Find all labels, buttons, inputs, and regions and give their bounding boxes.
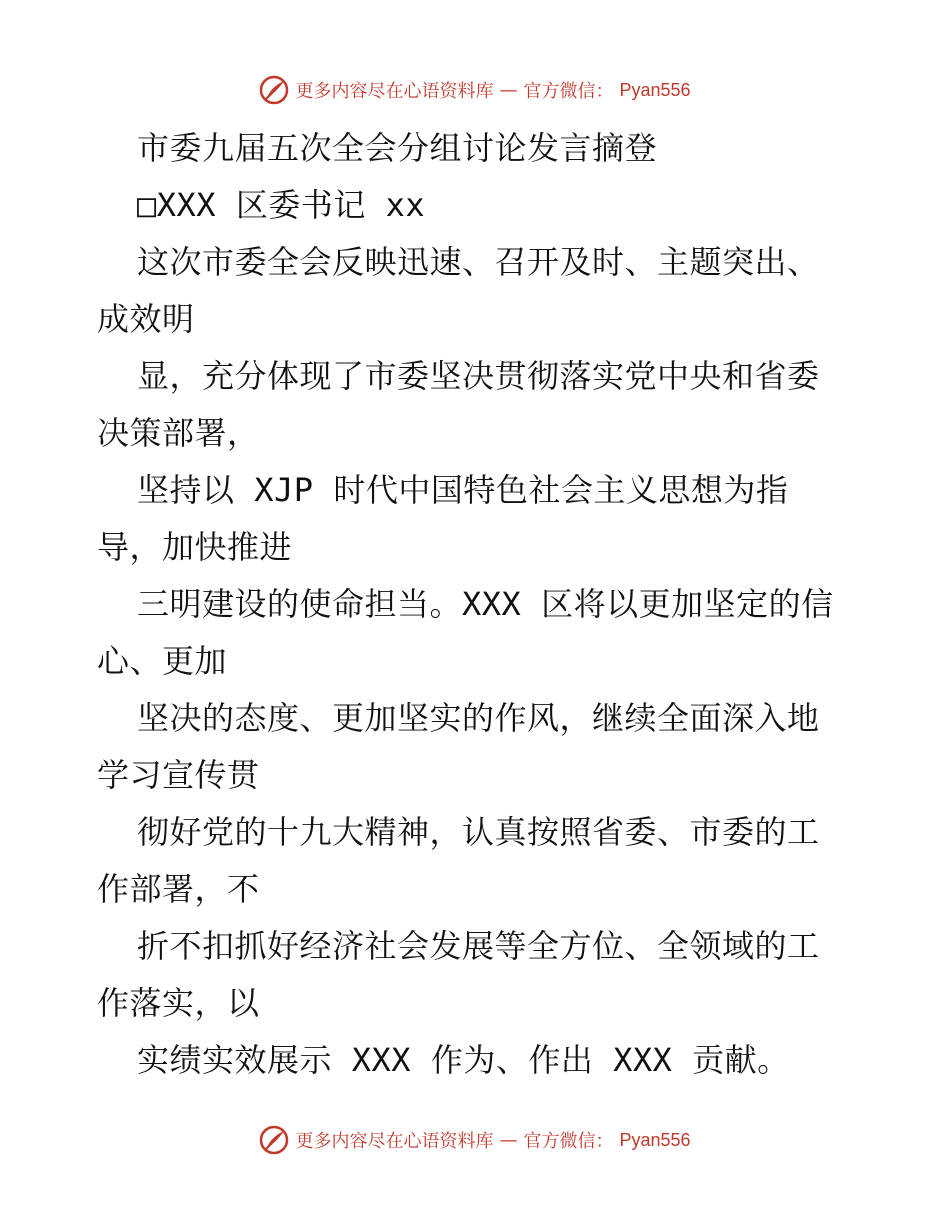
- banner-wechat-label: 官方微信：: [523, 81, 614, 102]
- doc-title: 市委九届五次全会分组讨论发言摘登: [137, 129, 658, 167]
- paragraph-line: 这次市委全会反映迅速、召开及时、主题突出、: [137, 243, 820, 281]
- paragraph-line: 实绩实效展示 XXX 作为、作出 XXX 贡献。: [137, 1041, 790, 1079]
- banner-wechat-id: Pyan556: [619, 79, 691, 100]
- paragraph-line: 导，加快推进: [97, 528, 293, 566]
- banner-dash: —: [499, 1129, 518, 1151]
- paragraph-line: 坚持以 XJP 时代中国特色社会主义思想为指: [137, 471, 789, 509]
- quill-logo-icon: [259, 75, 289, 105]
- banner-dash: —: [499, 79, 518, 101]
- doc-author: □XXX 区委书记 xx: [137, 186, 426, 224]
- banner-title: 更多内容尽在心语资料库: [295, 81, 494, 102]
- banner-title: 更多内容尽在心语资料库: [295, 1131, 494, 1152]
- footer-banner: [0, 1122, 950, 1158]
- paragraph-line: 坚决的态度、更加坚实的作风，继续全面深入地: [137, 699, 820, 737]
- paragraph-line: 学习宣传贯: [97, 756, 260, 794]
- paragraph-line: 折不扣抓好经济社会发展等全方位、全领域的工: [137, 927, 820, 965]
- document-body: [97, 120, 877, 1089]
- paragraph-line: 成效明: [97, 300, 195, 338]
- quill-logo-icon: [259, 1125, 289, 1155]
- header-banner: [0, 72, 950, 108]
- paragraph-line: 作落实，以: [97, 984, 260, 1022]
- paragraph-line: 决策部署，: [97, 414, 260, 452]
- banner-wechat-label: 官方微信：: [523, 1131, 614, 1152]
- paragraph-line: 显，充分体现了市委坚决贯彻落实党中央和省委: [137, 357, 820, 395]
- paragraph-line: 作部署，不: [97, 870, 260, 908]
- paragraph-line: 三明建设的使命担当。XXX 区将以更加坚定的信: [137, 585, 834, 623]
- banner-wechat-id: Pyan556: [619, 1129, 691, 1150]
- paragraph-line: 心、更加: [97, 642, 228, 680]
- paragraph-line: 彻好党的十九大精神，认真按照省委、市委的工: [137, 813, 820, 851]
